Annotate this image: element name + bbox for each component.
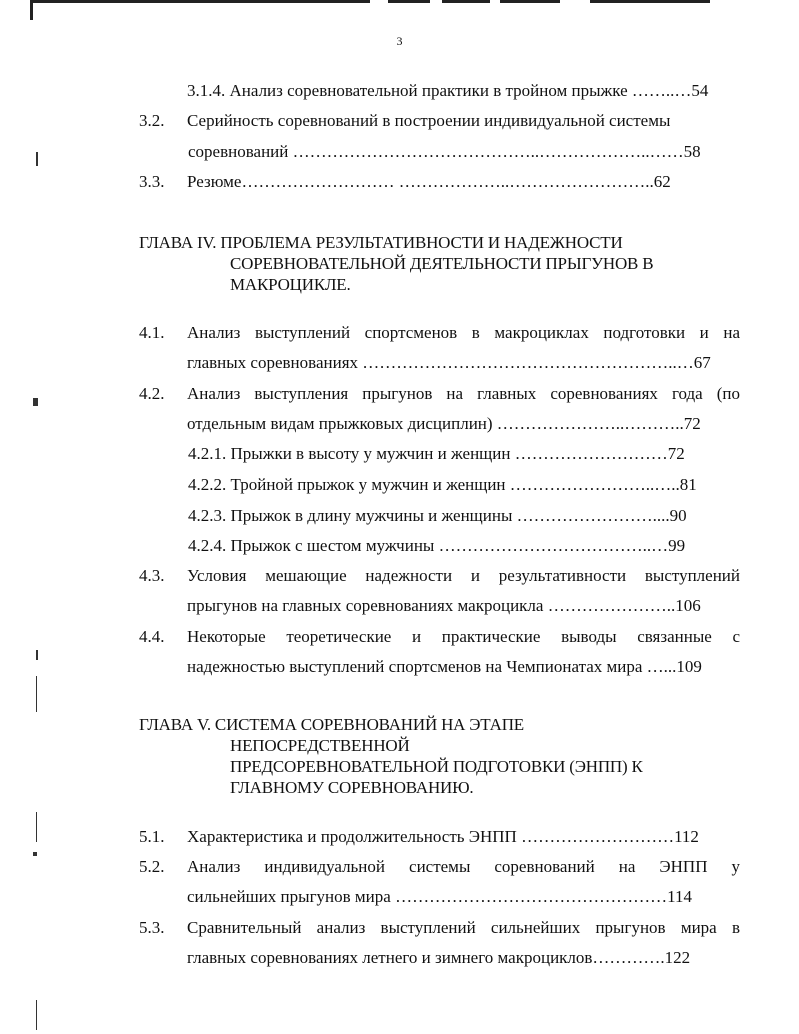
toc-number-4-3: 4.3. xyxy=(139,566,165,585)
chapter-5-heading-line-3: ПРЕДСОРЕВНОВАТЕЛЬНОЙ ПОДГОТОВКИ (ЭНПП) К xyxy=(230,757,643,776)
toc-entry-4-2-4: 4.2.4. Прыжок с шестом мужчины ………………………………..…99 xyxy=(188,536,686,555)
scan-speck xyxy=(33,852,37,856)
toc-entry-5-2-line-1: Анализ индивидуальной системы соревнований на ЭНПП у xyxy=(187,857,740,876)
toc-entry-4-2-line-1: Анализ выступления прыгунов на главных соревнованиях года (по xyxy=(187,384,740,403)
toc-entry-3-2-line-1: Серийность соревнований в построении индивидуальной системы xyxy=(187,111,671,130)
scan-speck xyxy=(36,812,37,842)
toc-entry-4-2-3: 4.2.3. Прыжок в длину мужчины и женщины ……………………....90 xyxy=(188,506,687,525)
toc-entry-3-3: Резюме……………………… ………………..……………………..62 xyxy=(187,172,671,191)
toc-entry-4-4-line-2: надежностью выступлений спортсменов на Чемпионатах мира …...109 xyxy=(187,657,702,676)
toc-number-5-2: 5.2. xyxy=(139,857,165,876)
toc-number-4-2: 4.2. xyxy=(139,384,165,403)
toc-entry-4-3-line-1: Условия мешающие надежности и результативности выступлений xyxy=(187,566,740,585)
toc-entry-5-3-line-2: главных соревнованиях летнего и зимнего макроциклов………….122 xyxy=(187,948,691,967)
toc-number-3-2: 3.2. xyxy=(139,111,165,130)
scan-speck xyxy=(33,398,38,406)
chapter-4-heading-line-3: МАКРОЦИКЛЕ. xyxy=(230,275,351,294)
scan-speck xyxy=(36,152,38,166)
toc-number-5-3: 5.3. xyxy=(139,918,165,937)
chapter-5-heading-line-4: ГЛАВНОМУ СОРЕВНОВАНИЮ. xyxy=(230,778,474,797)
chapter-5-heading-line-1: ГЛАВА V. СИСТЕМА СОРЕВНОВАНИЙ НА ЭТАПЕ xyxy=(139,715,524,734)
scan-speck xyxy=(36,676,37,712)
toc-entry-4-2-2: 4.2.2. Тройной прыжок у мужчин и женщин ……………………..…..81 xyxy=(188,475,697,494)
toc-entry-3-1-4: 3.1.4. Анализ соревновательной практики в тройном прыжке ……..…54 xyxy=(187,81,709,100)
toc-entry-4-4-line-1: Некоторые теоретические и практические выводы связанные с xyxy=(187,627,740,646)
toc-entry-4-2-line-2: отдельным видам прыжковых дисциплин) …………………..………..72 xyxy=(187,414,701,433)
toc-entry-5-2-line-2: сильнейших прыгунов мира …………………………………………114 xyxy=(187,887,692,906)
toc-entry-5-1: Характеристика и продолжительность ЭНПП ………………………112 xyxy=(187,827,699,846)
chapter-4-heading-line-1: ГЛАВА IV. ПРОБЛЕМА РЕЗУЛЬТАТИВНОСТИ И НАДЕЖНОСТИ xyxy=(139,233,623,252)
toc-number-3-3: 3.3. xyxy=(139,172,165,191)
toc-entry-5-3-line-1: Сравнительный анализ выступлений сильнейших прыгунов мира в xyxy=(187,918,740,937)
scan-speck xyxy=(36,1000,37,1030)
toc-number-4-4: 4.4. xyxy=(139,627,165,646)
toc-entry-4-1-line-1: Анализ выступлений спортсменов в макроциклах подготовки и на xyxy=(187,323,740,342)
toc-entry-4-1-line-2: главных соревнованиях ………………………………………………..…67 xyxy=(187,353,711,372)
toc-entry-3-2-line-2: соревнований ……………………………………..………………..……58 xyxy=(188,142,701,161)
toc-number-4-1: 4.1. xyxy=(139,323,165,342)
chapter-4-heading-line-2: СОРЕВНОВАТЕЛЬНОЙ ДЕЯТЕЛЬНОСТИ ПРЫГУНОВ В xyxy=(230,254,654,273)
toc-entry-4-2-1: 4.2.1. Прыжки в высоту у мужчин и женщин ………………………72 xyxy=(188,444,685,463)
toc-number-5-1: 5.1. xyxy=(139,827,165,846)
scan-border-left xyxy=(30,0,33,20)
toc-entry-4-3-line-2: прыгунов на главных соревнованиях макроцикла …………………..106 xyxy=(187,596,701,615)
page-number: 3 xyxy=(396,34,403,48)
scan-border-top xyxy=(30,0,710,3)
scan-speck xyxy=(36,650,38,660)
chapter-5-heading-line-2: НЕПОСРЕДСТВЕННОЙ xyxy=(230,736,410,755)
